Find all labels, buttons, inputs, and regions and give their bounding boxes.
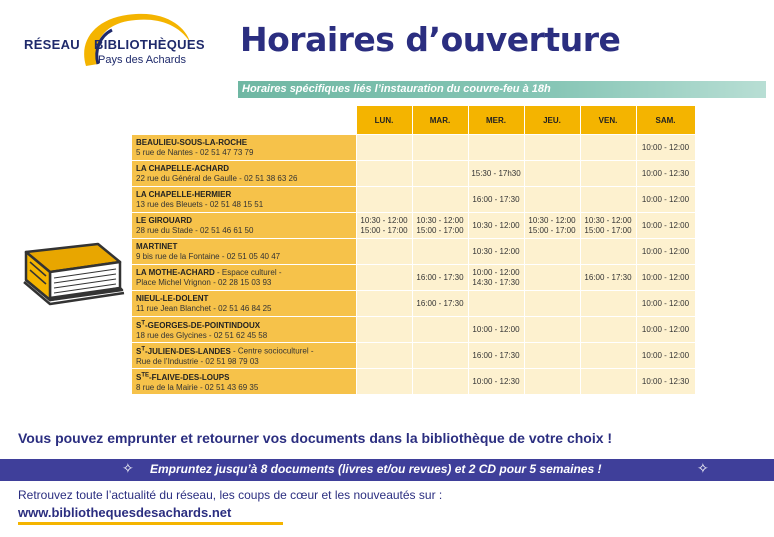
opening-hours-table	[132, 106, 696, 395]
sparkle-icon: ✧	[122, 460, 134, 476]
hours-cell	[524, 135, 580, 161]
subtitle-text: Horaires spécifiques liés l’instauration du couvre-feu à 18h	[242, 83, 551, 95]
hours-range: 16:00 - 17:30	[416, 298, 464, 308]
hours-cell	[524, 291, 580, 317]
table-row	[132, 343, 695, 369]
table-row	[132, 317, 695, 343]
logo-word-reseau: RÉSEAU	[24, 37, 80, 52]
table-row	[132, 291, 695, 317]
hours-cell	[356, 161, 412, 187]
library-name-text: LA CHAPELLE-ACHARD	[136, 163, 230, 173]
library-address: Place Michel Vrignon - 02 28 15 03 93	[136, 277, 272, 287]
hours-range: 10:00 - 12:00	[641, 350, 690, 360]
day-header: JEU.	[524, 106, 580, 135]
hours-cell	[356, 239, 412, 265]
website-link[interactable]: www.bibliothequesdesachards.net	[18, 505, 232, 520]
library-name-line	[136, 344, 352, 357]
library-name	[136, 242, 177, 251]
hours-cell	[412, 135, 468, 161]
hours-cell	[524, 343, 580, 369]
hours-cell	[524, 265, 580, 291]
hours-range: 10:30 - 12:00	[472, 246, 520, 256]
hours-cell	[356, 291, 412, 317]
hours-cell	[468, 239, 524, 265]
table-row	[132, 187, 695, 213]
hours-range: 10:00 - 12:00	[641, 298, 690, 308]
hours-cell	[412, 291, 468, 317]
hours-cell	[524, 187, 580, 213]
logo-word-bibliotheques: BIBLIOTHÈQUES	[94, 37, 205, 52]
library-cell	[132, 239, 356, 265]
hours-cell	[356, 369, 412, 395]
loan-limits-band	[0, 459, 774, 481]
hours-range: 15:00 - 17:00	[360, 225, 408, 235]
hours-range: 16:00 - 17:30	[584, 272, 632, 282]
library-name-superscript: T	[141, 320, 146, 327]
table-row	[132, 369, 695, 395]
library-name	[136, 190, 231, 199]
hours-range: 14:30 - 17:30	[472, 277, 520, 287]
hours-cell	[468, 291, 524, 317]
hours-range: 10:30 - 12:00	[528, 215, 576, 225]
day-header: LUN.	[356, 106, 412, 135]
table-row	[132, 213, 695, 239]
hours-range: 10:00 - 12:00	[641, 194, 690, 204]
library-address: 13 rue des Bleuets - 02 51 48 15 51	[136, 199, 264, 209]
library-address: 18 rue des Glycines - 02 51 62 45 58	[136, 330, 268, 340]
hours-cell	[580, 161, 636, 187]
library-name-text: MARTINET	[136, 241, 178, 251]
library-name-superscript: TE	[141, 372, 150, 379]
library-cell	[132, 213, 356, 239]
hours-cell	[356, 343, 412, 369]
hours-cell	[468, 317, 524, 343]
hours-cell	[580, 343, 636, 369]
hours-range: 10:00 - 12:30	[641, 168, 690, 178]
hours-cell	[636, 343, 695, 369]
library-name	[136, 164, 229, 173]
library-name-text: -GEORGES-DE-POINTINDOUX	[145, 320, 261, 330]
library-address: 5 rue de Nantes - 02 51 47 73 79	[136, 147, 254, 157]
library-venue: - Centre socioculturel -	[230, 346, 314, 356]
library-cell	[132, 343, 356, 369]
library-name-line	[136, 190, 352, 200]
link-underline	[18, 522, 283, 525]
library-venue: - Espace culturel -	[214, 267, 282, 277]
library-name-prefix: S	[136, 320, 142, 330]
day-header: MER.	[468, 106, 524, 135]
hours-range: 15:00 - 17:00	[584, 225, 632, 235]
book-icon	[16, 222, 128, 318]
hours-cell	[412, 239, 468, 265]
hours-cell	[636, 213, 695, 239]
hours-range: 10:00 - 12:00	[472, 324, 520, 334]
library-cell	[132, 161, 356, 187]
hours-cell	[524, 369, 580, 395]
hours-cell	[412, 161, 468, 187]
hours-cell	[468, 187, 524, 213]
library-cell	[132, 265, 356, 291]
library-name	[136, 347, 231, 356]
hours-range: 15:00 - 17:00	[416, 225, 464, 235]
hours-cell	[468, 343, 524, 369]
library-name-text: -FLAIVE-DES-LOUPS	[149, 372, 230, 382]
hours-cell	[524, 317, 580, 343]
page-title: Horaires d’ouverture	[240, 20, 621, 59]
sparkle-icon: ✧	[697, 460, 709, 476]
table-row	[132, 135, 695, 161]
hours-cell	[524, 239, 580, 265]
library-name-text: NIEUL-LE-DOLENT	[136, 293, 209, 303]
subtitle-banner	[238, 81, 766, 98]
library-name-text: LA MOTHE-ACHARD	[136, 267, 215, 277]
hours-cell	[580, 369, 636, 395]
day-header: MAR.	[412, 106, 468, 135]
hours-cell	[468, 369, 524, 395]
hours-cell	[580, 135, 636, 161]
hours-range: 10:00 - 12:00	[641, 220, 690, 230]
hours-cell	[636, 265, 695, 291]
library-cell	[132, 369, 356, 395]
library-address: 9 bis rue de la Fontaine - 02 51 05 40 47	[136, 251, 281, 261]
hours-cell	[524, 213, 580, 239]
hours-cell	[580, 317, 636, 343]
library-name-line	[136, 268, 352, 278]
library-address: 8 rue de la Mairie - 02 51 43 69 35	[136, 382, 259, 392]
hours-range: 10:30 - 12:00	[360, 215, 408, 225]
hours-range: 16:00 - 17:30	[472, 350, 520, 360]
hours-range: 10:00 - 12:00	[472, 267, 520, 277]
hours-cell	[580, 265, 636, 291]
library-name-text: LA CHAPELLE-HERMIER	[136, 189, 232, 199]
library-name	[136, 321, 260, 330]
hours-cell	[636, 161, 695, 187]
table-row	[132, 161, 695, 187]
hours-cell	[412, 369, 468, 395]
hours-cell	[580, 239, 636, 265]
loan-limits-text: Empruntez jusqu’à 8 documents (livres et/ou revues) et 2 CD pour 5 semaines !	[150, 462, 602, 476]
library-address: 28 rue du Stade - 02 51 46 61 50	[136, 225, 254, 235]
hours-cell	[412, 213, 468, 239]
hours-range: 10:00 - 12:00	[641, 324, 690, 334]
library-cell	[132, 135, 356, 161]
hours-cell	[580, 213, 636, 239]
logo-tagline: Pays des Achards	[98, 54, 187, 66]
hours-cell	[356, 265, 412, 291]
hours-cell	[580, 291, 636, 317]
library-name	[136, 138, 247, 147]
hours-cell	[636, 291, 695, 317]
library-name-line	[136, 216, 352, 226]
hours-cell	[636, 187, 695, 213]
borrow-info-text: Vous pouvez emprunter et retourner vos documents dans la bibliothèque de votre choix !	[18, 430, 613, 446]
library-address: 11 rue Jean Blanchet - 02 51 46 84 25	[136, 303, 272, 313]
library-name-superscript: T	[141, 346, 146, 353]
hours-cell	[412, 265, 468, 291]
library-name-text: -JULIEN-DES-LANDES	[145, 346, 231, 356]
library-name	[136, 294, 208, 303]
library-cell	[132, 187, 356, 213]
library-address: 22 rue du Général de Gaulle - 02 51 38 63 26	[136, 173, 298, 183]
library-name-prefix: S	[136, 346, 142, 356]
library-name	[136, 216, 192, 225]
hours-cell	[468, 135, 524, 161]
news-info-text: Retrouvez toute l’actualité du réseau, les coups de cœur et les nouveautés sur :	[18, 488, 443, 502]
hours-range: 10:00 - 12:00	[641, 142, 690, 152]
hours-cell	[356, 187, 412, 213]
library-cell	[132, 291, 356, 317]
hours-cell	[636, 317, 695, 343]
hours-cell	[468, 213, 524, 239]
hours-cell	[636, 135, 695, 161]
hours-range: 10:00 - 12:00	[641, 272, 690, 282]
hours-range: 15:00 - 17:00	[528, 225, 576, 235]
hours-cell	[412, 187, 468, 213]
library-name-line	[136, 294, 352, 304]
hours-cell	[468, 161, 524, 187]
library-name-line	[136, 318, 352, 331]
library-name-text: BEAULIEU-SOUS-LA-ROCHE	[136, 137, 248, 147]
hours-cell	[636, 239, 695, 265]
hours-range: 10:30 - 12:00	[416, 215, 464, 225]
hours-cell	[356, 317, 412, 343]
hours-range: 10:00 - 12:00	[641, 246, 690, 256]
day-header: VEN.	[580, 106, 636, 135]
hours-range: 15:30 - 17h30	[471, 168, 521, 178]
library-name-line	[136, 242, 352, 252]
library-name	[136, 373, 229, 382]
hours-cell	[412, 317, 468, 343]
hours-cell	[468, 265, 524, 291]
hours-cell	[580, 187, 636, 213]
library-cell	[132, 317, 356, 343]
network-logo	[8, 6, 236, 78]
library-name-line	[136, 164, 352, 174]
table-row	[132, 265, 695, 291]
hours-range: 16:00 - 17:30	[416, 272, 464, 282]
hours-cell	[412, 343, 468, 369]
library-address: Rue de l’Industrie - 02 51 98 79 03	[136, 356, 259, 366]
hours-range: 16:00 - 17:30	[472, 194, 520, 204]
table-header-row	[132, 106, 695, 135]
hours-range: 10:00 - 12:30	[641, 376, 690, 386]
hours-range: 10:00 - 12:30	[472, 376, 520, 386]
hours-range: 10:30 - 12:00	[472, 220, 520, 230]
hours-cell	[356, 213, 412, 239]
library-name	[136, 268, 215, 277]
library-name-line	[136, 138, 352, 148]
hours-range: 10:30 - 12:00	[584, 215, 632, 225]
day-header: SAM.	[636, 106, 695, 135]
library-name-line	[136, 370, 352, 383]
hours-cell	[636, 369, 695, 395]
hours-cell	[356, 135, 412, 161]
hours-cell	[524, 161, 580, 187]
table-corner	[132, 106, 356, 135]
table-row	[132, 239, 695, 265]
library-name-text: LE GIROUARD	[136, 215, 192, 225]
library-name-prefix: S	[136, 372, 142, 382]
